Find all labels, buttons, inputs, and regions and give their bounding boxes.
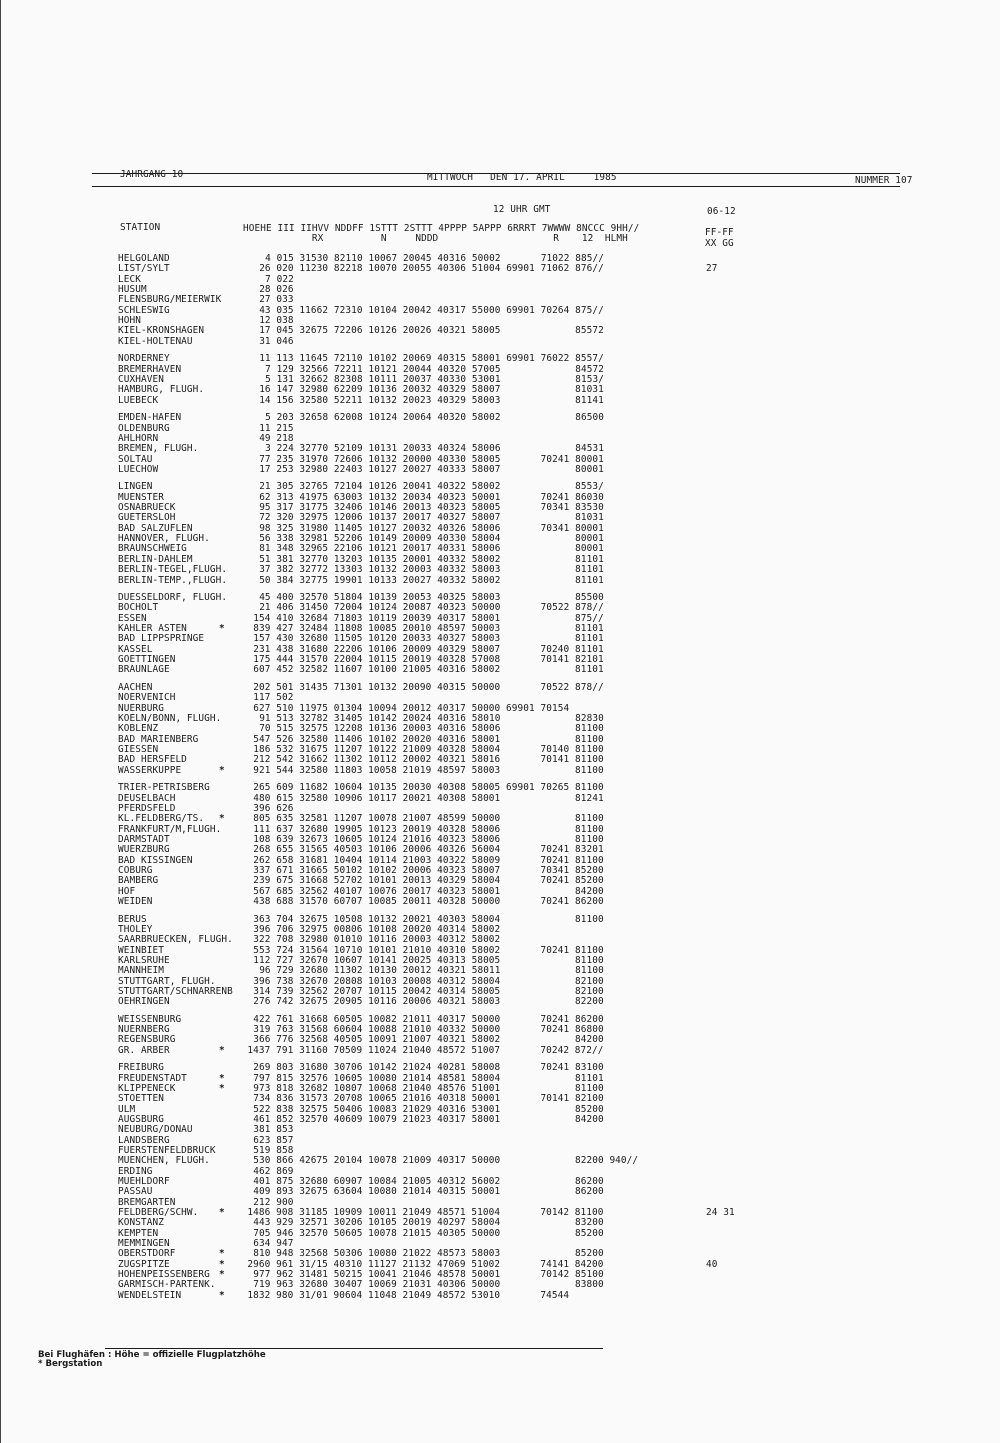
station-name: KAHLER ASTEN	[118, 623, 187, 634]
station-data: 634 947	[253, 1238, 294, 1250]
station-name: LANDSBERG	[118, 1134, 170, 1146]
scan-edge-left	[0, 0, 1, 1443]
station-name: BAMBERG	[118, 875, 159, 887]
station-name: HANNOVER, FLUGH.	[118, 533, 210, 545]
footnote-mountain: * Bergstation	[38, 1359, 103, 1369]
station-name: KEMPTEN	[118, 1227, 159, 1239]
station-name: OEHRINGEN	[118, 996, 170, 1008]
station-data: 381 853	[253, 1124, 294, 1136]
station-data: 186 532 31675 11207 10122 21009 40328 58004 70140 81100	[253, 744, 604, 755]
station-data: 547 526 32580 11406 10102 20020 40316 58001 81100	[253, 733, 604, 745]
station-name: DUESSELDORF, FLUGH.	[118, 592, 228, 603]
station-data: 51 381 32770 13203 10135 20001 40332 58002 81101	[259, 553, 604, 565]
station-data: 623 857	[253, 1134, 294, 1146]
station-name: THOLEY	[118, 923, 153, 935]
station-data: 921 544 32580 11803 10058 21019 48597 58003 81100	[253, 764, 604, 776]
station-name: MUENSTER	[118, 491, 164, 503]
header-date: MITTWOCH DEN 17. APRIL 1985	[427, 172, 617, 183]
station-data: 805 635 32581 11207 10078 21007 48599 50000 81100	[253, 813, 604, 825]
station-name: PFERDSFELD	[118, 802, 176, 814]
station-name: GUETERSLOH	[118, 512, 176, 524]
station-data: 98 325 31980 11405 10127 20032 40326 58006 70341 80001	[259, 522, 604, 534]
station-data: 530 866 42675 20104 10078 21009 40317 50000 82200 940//	[253, 1155, 639, 1167]
extra-column-header-2: XX GG	[705, 238, 734, 249]
station-data: 239 675 31668 52702 10101 20013 40329 58004 70241 85200	[253, 875, 604, 887]
station-name: FREUDENSTADT	[118, 1072, 187, 1084]
station-data: 28 026	[259, 284, 294, 295]
station-data: 157 430 32680 11505 10120 20033 40327 58003 81101	[253, 633, 604, 645]
station-name: ESSEN	[118, 612, 147, 624]
station-data: 462 869	[253, 1165, 294, 1177]
station-name: KL.FELDBERG/TS.	[118, 813, 205, 825]
station-data: 839 427 32484 11808 10085 20010 48597 50003 81101	[253, 623, 604, 634]
station-data: 337 671 31665 50102 10102 20006 40323 58007 70341 85200	[253, 864, 604, 876]
mountain-station-mark: *	[219, 1248, 225, 1260]
station-name: HAMBURG, FLUGH.	[118, 384, 205, 396]
station-data: 322 708 32980 01010 10116 20003 40312 58002	[253, 934, 501, 946]
station-name: BERLIN-TEMP.,FLUGH.	[118, 574, 228, 586]
station-data: 49 218	[259, 432, 294, 444]
station-data: 269 803 31680 30706 10142 21024 40281 58008 70241 83100	[253, 1062, 604, 1074]
station-data: 1832 980 31/01 90604 11048 21049 48572 53010 74544	[247, 1289, 570, 1301]
station-name: KOBLENZ	[118, 723, 159, 735]
station-name: REGENSBURG	[118, 1034, 176, 1046]
station-extra: 40	[706, 1258, 718, 1270]
station-name: LUECHOW	[118, 463, 159, 475]
station-data: 43 035 11662 72310 10104 20042 40317 55000 69901 70264 875//	[259, 304, 604, 316]
station-data: 1437 791 31160 70509 11024 21040 48572 51007 70242 872//	[247, 1044, 604, 1056]
station-data: 973 818 32682 10807 10068 21040 48576 51001 81100	[253, 1083, 604, 1094]
station-name: NUERNBERG	[118, 1024, 170, 1036]
station-data: 396 738 32670 20808 10103 20008 40312 58004 82100	[253, 975, 604, 987]
footnote-airport: Bei Flughäfen : Höhe = offizielle Flugplatzhöhe	[38, 1350, 266, 1360]
mountain-station-mark: *	[219, 1044, 225, 1056]
station-name: LECK	[118, 273, 141, 285]
station-name: NEUBURG/DONAU	[118, 1124, 193, 1136]
station-name: BAD HERSFELD	[118, 754, 187, 766]
station-name: KIEL-HOLTENAU	[118, 335, 193, 347]
station-name: STOETTEN	[118, 1093, 164, 1105]
station-data: 977 962 31481 50215 10041 21046 48578 50001 70142 85100	[253, 1269, 604, 1281]
station-data: 17 045 32675 72206 10126 20026 40321 58005 85572	[259, 325, 604, 337]
code-column-header-1: HOEHE III IIHVV NDDFF 1STTT 2STTT 4PPPP 5APPP 6RRRT 7WWWW 8NCCC 9HH//	[243, 223, 640, 234]
station-name: BAD SALZUFLEN	[118, 522, 193, 534]
station-data: 366 776 32568 40505 10091 21007 40321 58002 84200	[253, 1034, 604, 1046]
station-name: BRAUNLAGE	[118, 664, 170, 676]
station-data: 810 948 32568 50306 10080 21022 48573 58003 85200	[253, 1248, 604, 1260]
station-data: 11 113 11645 72110 10102 20069 40315 58001 69901 76022 8557/	[259, 353, 604, 365]
station-data: 26 020 11230 82218 10070 20055 40306 51004 69901 71062 876//	[259, 263, 604, 275]
station-name: KIEL-KRONSHAGEN	[118, 325, 205, 337]
station-name: SCHLESWIG	[118, 304, 170, 316]
station-data: 363 704 32675 10508 10132 20021 40303 58004 81100	[253, 913, 604, 925]
station-data: 112 727 32670 10607 10141 20025 40313 58005 81100	[253, 954, 604, 966]
station-data: 231 438 31680 22206 10106 20009 40329 58007 70240 81101	[253, 643, 604, 655]
station-data: 1486 908 31185 10909 10011 21049 48571 51004 70142 81100	[247, 1207, 604, 1218]
station-data: 56 338 32981 52206 10149 20009 40330 58004 80001	[259, 533, 604, 545]
code-column-header-2: RX N NDDD R 12 HLMH	[243, 233, 628, 244]
station-name: GOETTINGEN	[118, 654, 176, 665]
station-name: NUERBURG	[118, 702, 164, 714]
station-name: BERLIN-DAHLEM	[118, 553, 193, 565]
station-data: 72 320 32975 12006 10137 20017 40327 58007 81031	[259, 512, 604, 524]
station-name: BAD LIPPSPRINGE	[118, 633, 205, 645]
station-name: MANNHEIM	[118, 965, 164, 977]
station-data: 401 875 32680 60907 10084 21005 40312 56002 86200	[253, 1176, 604, 1187]
station-data: 27 033	[259, 294, 294, 306]
station-name: HUSUM	[118, 284, 147, 295]
station-name: GR. ARBER	[118, 1044, 170, 1056]
station-data: 522 838 32575 50406 10083 21029 40316 53001 85200	[253, 1103, 604, 1115]
station-name: WEISSENBURG	[118, 1013, 182, 1025]
station-name: KARLSRUHE	[118, 954, 170, 966]
station-name: WUERZBURG	[118, 844, 170, 856]
station-extra: 27	[706, 263, 718, 275]
station-name: FREIBURG	[118, 1062, 164, 1074]
mountain-station-mark: *	[219, 1289, 225, 1301]
station-data: 31 046	[259, 335, 294, 347]
station-data: 314 739 32562 20707 10115 20042 40314 58005 82100	[253, 985, 604, 997]
mountain-station-mark: *	[219, 623, 225, 634]
station-data: 2960 961 31/15 40310 11127 21132 47069 51002 74141 84200	[247, 1258, 604, 1270]
station-name: FRANKFURT/M,FLUGH.	[118, 823, 222, 835]
station-data: 154 410 32684 71803 10119 20039 40317 58001 875//	[253, 612, 604, 624]
station-data: 117 502	[253, 692, 294, 704]
station-data: 108 639 32673 10605 10124 21016 40323 58006 81100	[253, 833, 604, 845]
header-nummer: NUMMER 107	[855, 175, 913, 186]
station-data: 16 147 32980 62209 10136 20032 40329 58007 81031	[259, 384, 604, 396]
station-name: KASSEL	[118, 643, 153, 655]
extra-column-header-1: FF-FF	[705, 227, 734, 238]
station-name: MUEHLDORF	[118, 1176, 170, 1187]
station-data: 396 626	[253, 802, 294, 814]
station-name: SAARBRUECKEN, FLUGH.	[118, 934, 233, 946]
station-name: SOLTAU	[118, 453, 153, 465]
station-data: 21 305 32765 72104 10126 20041 40322 58002 8553/	[259, 481, 604, 493]
station-name: BAD KISSINGEN	[118, 854, 193, 866]
station-name: MUENCHEN, FLUGH.	[118, 1155, 210, 1167]
mountain-station-mark: *	[219, 1258, 225, 1270]
station-name: DARMSTADT	[118, 833, 170, 845]
station-name: HELGOLAND	[118, 253, 170, 264]
station-name: EMDEN-HAFEN	[118, 412, 182, 424]
station-name: LUEBECK	[118, 394, 159, 406]
station-data: 11 215	[259, 422, 294, 434]
station-data: 567 685 32562 40107 10076 20017 40323 58001 84200	[253, 885, 604, 897]
header-rule-bottom	[92, 186, 900, 187]
station-data: 17 253 32980 22403 10127 20027 40333 58007 80001	[259, 463, 604, 475]
station-data: 480 615 32580 10906 10117 20021 40308 58001 81241	[253, 792, 604, 804]
station-data: 212 900	[253, 1196, 294, 1208]
station-data: 21 406 31450 72004 10124 20087 40323 50000 70522 878//	[259, 602, 604, 614]
station-name: TRIER-PETRISBERG	[118, 782, 210, 794]
extra-period-label: 06-12	[707, 206, 736, 217]
station-name: KLIPPENECK	[118, 1083, 176, 1094]
station-name: GIESSEN	[118, 744, 159, 755]
station-name: DEUSELBACH	[118, 792, 176, 804]
mountain-station-mark: *	[219, 764, 225, 776]
station-name: AUGSBURG	[118, 1114, 164, 1125]
mountain-station-mark: *	[219, 813, 225, 825]
station-data: 5 131 32662 82308 10111 20037 40330 53001 8153/	[265, 373, 605, 385]
station-name: BREMERHAVEN	[118, 363, 182, 375]
station-data: 627 510 11975 01304 10094 20012 40317 50000 69901 70154	[253, 702, 570, 714]
header-jahrgang: JAHRGANG 10	[120, 169, 184, 180]
station-name: NORDERNEY	[118, 353, 170, 365]
station-data: 7 129 32566 72211 10121 20044 40320 57005 84572	[265, 363, 605, 375]
station-name: HOF	[118, 885, 136, 897]
station-name: FUERSTENFELDBRUCK	[118, 1145, 216, 1156]
station-name: WEINBIET	[118, 944, 164, 956]
station-data: 96 729 32680 11302 10130 20012 40321 58011 81100	[259, 965, 604, 977]
station-data: 37 382 32772 13303 10132 20003 40332 58003 81101	[259, 564, 604, 576]
mountain-station-mark: *	[219, 1072, 225, 1084]
station-data: 5 203 32658 62008 10124 20064 40320 58002 86500	[265, 412, 605, 424]
station-data: 111 637 32680 19905 10123 20019 40328 58006 81100	[253, 823, 604, 835]
station-data: 70 515 32575 12208 10136 20003 40316 58006 81100	[259, 723, 604, 735]
station-name: WEIDEN	[118, 895, 153, 907]
station-name: LIST/SYLT	[118, 263, 170, 275]
mountain-station-mark: *	[219, 1269, 225, 1281]
station-name: STUTTGART/SCHNARRENB	[118, 985, 233, 997]
station-data: 7 022	[265, 273, 294, 285]
station-data: 519 858	[253, 1145, 294, 1156]
station-name: BREMGARTEN	[118, 1196, 176, 1208]
table-rule-bottom	[105, 1348, 603, 1349]
station-data: 553 724 31564 10710 10101 21010 40310 58002 70241 81100	[253, 944, 604, 956]
station-extra: 24 31	[706, 1207, 735, 1218]
station-name: ZUGSPITZE	[118, 1258, 170, 1270]
station-data: 319 763 31568 60604 10088 21010 40332 50000 70241 86800	[253, 1024, 604, 1036]
station-name: BREMEN, FLUGH.	[118, 443, 199, 455]
station-data: 797 815 32576 10605 10080 21014 48581 58004 81101	[253, 1072, 604, 1084]
station-name: OLDENBURG	[118, 422, 170, 434]
station-data: 268 655 31565 40503 10106 20006 40326 56004 70241 83201	[253, 844, 604, 856]
station-data: 212 542 31662 11302 10112 20002 40321 58016 70141 81100	[253, 754, 604, 766]
station-name: NOERVENICH	[118, 692, 176, 704]
station-name: WASSERKUPPE	[118, 764, 182, 776]
station-data: 438 688 31570 60707 10085 20011 40328 50000 70241 86200	[253, 895, 604, 907]
station-name: KONSTANZ	[118, 1217, 164, 1229]
station-data: 50 384 32775 19901 10133 20027 40332 58002 81101	[259, 574, 604, 586]
station-data: 443 929 32571 30206 10105 20019 40297 58004 83200	[253, 1217, 604, 1229]
station-name: BRAUNSCHWEIG	[118, 543, 187, 555]
station-data: 409 893 32675 63604 10080 21014 40315 50001 86200	[253, 1186, 604, 1198]
station-data: 276 742 32675 20905 10116 20006 40321 58003 82200	[253, 996, 604, 1008]
station-data: 91 513 32782 31405 10142 20024 40316 58010 82830	[259, 712, 604, 724]
station-data: 202 501 31435 71301 10132 20090 40315 50000 70522 878//	[253, 681, 604, 693]
station-data: 422 761 31668 60505 10082 21011 40317 50000 70241 86200	[253, 1013, 604, 1025]
mountain-station-mark: *	[219, 1083, 225, 1094]
station-name: CUXHAVEN	[118, 373, 164, 385]
station-data: 77 235 31970 72606 10132 20000 40330 58005 70241 80001	[259, 453, 604, 465]
station-name: AACHEN	[118, 681, 153, 693]
station-data: 12 038	[259, 315, 294, 326]
station-data: 14 156 32580 52211 10132 20023 40329 58003 81141	[259, 394, 604, 406]
station-data: 45 400 32570 51804 10139 20053 40325 58003 85500	[259, 592, 604, 603]
station-name: MEMMINGEN	[118, 1238, 170, 1250]
station-column-header: STATION	[120, 222, 161, 233]
station-name: BAD MARIENBERG	[118, 733, 199, 745]
station-data: 719 963 32680 30407 10069 21031 40306 50000 83800	[253, 1279, 604, 1291]
station-data: 3 224 32770 52109 10131 20033 40324 58006 84531	[265, 443, 605, 455]
station-name: STUTTGART, FLUGH.	[118, 975, 216, 987]
station-data: 734 836 31573 20708 10065 21016 40318 50001 70141 82100	[253, 1093, 604, 1105]
station-name: BOCHOLT	[118, 602, 159, 614]
mountain-station-mark: *	[219, 1207, 225, 1218]
station-name: FLENSBURG/MEIERWIK	[118, 294, 222, 306]
station-data: 4 015 31530 82110 10067 20045 40316 50002 71022 885//	[265, 253, 605, 264]
station-data: 461 852 32570 40609 10079 21023 40317 58001 84200	[253, 1114, 604, 1125]
station-name: HOHN	[118, 315, 141, 326]
station-name: BERLIN-TEGEL,FLUGH.	[118, 564, 228, 576]
station-name: WENDELSTEIN	[118, 1289, 182, 1301]
station-name: BERUS	[118, 913, 147, 925]
station-data: 607 452 32582 11607 10100 21005 40316 58002 81101	[253, 664, 604, 676]
station-data: 265 609 11682 10604 10135 20030 40308 58005 69901 70265 81100	[253, 782, 604, 794]
station-data: 175 444 31570 22004 10115 20019 40328 57008 70141 82101	[253, 654, 604, 665]
station-data: 62 313 41975 63003 10132 20034 40323 50001 70241 86030	[259, 491, 604, 503]
station-name: GARMISCH-PARTENK.	[118, 1279, 216, 1291]
station-data: 262 658 31681 10404 10114 21003 40322 58009 70241 81100	[253, 854, 604, 866]
station-data: 81 348 32965 22106 10121 20017 40331 58006 80001	[259, 543, 604, 555]
station-data: 396 706 32975 00806 10108 20020 40314 58002	[253, 923, 501, 935]
station-name: ULM	[118, 1103, 136, 1115]
station-name: HOHENPEISSENBERG	[118, 1269, 210, 1281]
station-name: OBERSTDORF	[118, 1248, 176, 1260]
time-gmt-label: 12 UHR GMT	[493, 204, 551, 215]
station-name: OSNABRUECK	[118, 502, 176, 514]
station-name: KOELN/BONN, FLUGH.	[118, 712, 222, 724]
station-name: PASSAU	[118, 1186, 153, 1198]
station-name: FELDBERG/SCHW.	[118, 1207, 199, 1218]
station-name: LINGEN	[118, 481, 153, 493]
station-data: 95 317 31775 32406 10146 20013 40323 58005 70341 83530	[259, 502, 604, 514]
station-name: AHLHORN	[118, 432, 159, 444]
station-data: 705 946 32570 50605 10078 21015 40305 50000 85200	[253, 1227, 604, 1239]
station-name: COBURG	[118, 864, 153, 876]
station-name: ERDING	[118, 1165, 153, 1177]
